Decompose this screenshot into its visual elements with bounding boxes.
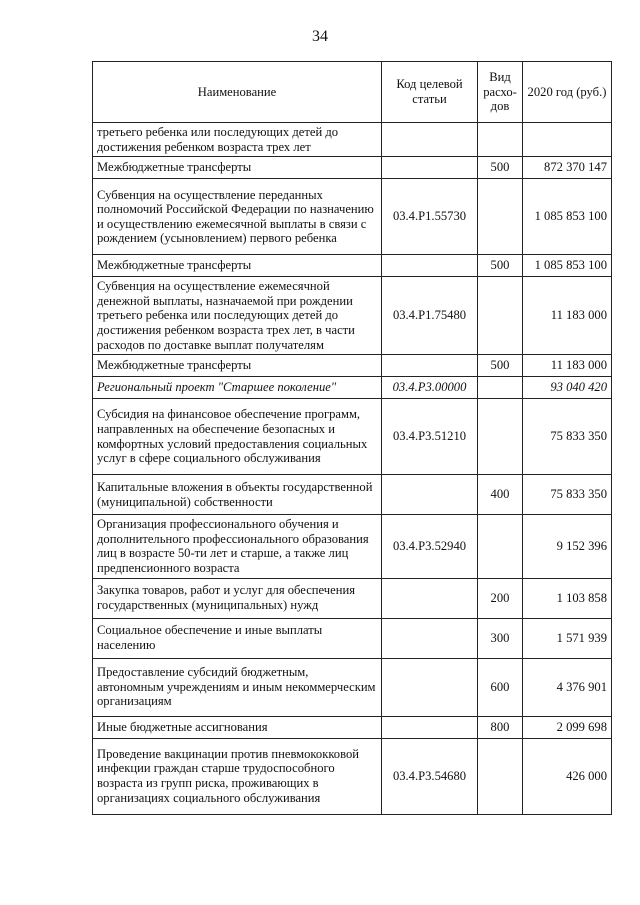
row-amount-cell: 1 571 939 [523,618,612,658]
row-amount-cell: 4 376 901 [523,658,612,716]
row-name-cell: Закупка товаров, работ и услуг для обеспечения государственных (муниципальных) нужд [93,578,382,618]
table-body [93,123,612,815]
table-row [93,399,612,475]
header-code: Код целевой статьи [382,62,478,123]
row-name-cell: Межбюджетные трансферты [93,255,382,277]
row-code-cell: 03.4.Р1.75480 [382,277,478,355]
row-amount-cell: 1 085 853 100 [523,179,612,255]
table-row [93,738,612,814]
row-amount-cell: 11 183 000 [523,277,612,355]
row-amount-cell: 1 103 858 [523,578,612,618]
row-name-cell: Предоставление субсидий бюджетным, автономным учреждениям и иным некоммерческим организациям [93,658,382,716]
table-row [93,255,612,277]
row-code-cell: 03.4.Р1.55730 [382,179,478,255]
row-code-cell [382,475,478,515]
row-code-cell [382,157,478,179]
row-code-cell [382,123,478,157]
row-amount-cell: 75 833 350 [523,399,612,475]
row-name-cell: Межбюджетные трансферты [93,157,382,179]
table-row [93,123,612,157]
row-amount-cell: 93 040 420 [523,377,612,399]
row-name-cell: Иные бюджетные ассигнования [93,716,382,738]
row-type-cell: 600 [478,658,523,716]
row-name-cell: Межбюджетные трансферты [93,355,382,377]
budget-table [92,61,612,815]
row-code-cell [382,618,478,658]
row-code-cell [382,255,478,277]
row-type-cell [478,515,523,578]
row-type-cell [478,123,523,157]
row-type-cell: 500 [478,355,523,377]
table-row [93,277,612,355]
table-row [93,578,612,618]
row-name-cell: Организация профессионального обучения и дополнительного профессионального образования лиц в возрасте 50-ти лет и старше, а также лиц предпенсионного возраста [93,515,382,578]
table-row [93,157,612,179]
row-name-cell: Субвенция на осуществление переданных полномочий Российской Федерации по назначению и осуществлению ежемесячной выплаты в связи с рождением (усыновлением) первого ребенка [93,179,382,255]
row-type-cell [478,277,523,355]
row-name-cell: третьего ребенка или последующих детей до достижения ребенком возраста трех лет [93,123,382,157]
row-amount-cell: 1 085 853 100 [523,255,612,277]
header-amount: 2020 год (руб.) [523,62,612,123]
row-type-cell [478,179,523,255]
header-type: Вид расхо-дов [478,62,523,123]
row-name-cell: Проведение вакцинации против пневмококковой инфекции граждан старше трудоспособного возраста из групп риска, проживающих в организациях социального обслуживания [93,738,382,814]
row-type-cell: 400 [478,475,523,515]
row-name-cell: Социальное обеспечение и иные выплаты населению [93,618,382,658]
row-name-cell: Субвенция на осуществление ежемесячной денежной выплаты, назначаемой при рождении третьего ребенка или последующих детей до достижения ребенком возраста трех лет, в части расходов по доставке выплат получателям [93,277,382,355]
table-header-row [93,62,612,123]
row-code-cell: 03.4.Р3.00000 [382,377,478,399]
table-row [93,515,612,578]
row-type-cell [478,377,523,399]
row-amount-cell [523,123,612,157]
row-name-cell: Региональный проект "Старшее поколение" [93,377,382,399]
row-amount-cell: 11 183 000 [523,355,612,377]
row-type-cell: 500 [478,157,523,179]
table-row [93,179,612,255]
row-amount-cell: 872 370 147 [523,157,612,179]
row-code-cell [382,355,478,377]
row-name-cell: Капитальные вложения в объекты государственной (муниципальной) собственности [93,475,382,515]
table-row [93,355,612,377]
page-number: 34 [312,28,328,45]
row-code-cell [382,658,478,716]
row-code-cell: 03.4.Р3.54680 [382,738,478,814]
row-type-cell: 300 [478,618,523,658]
row-type-cell [478,738,523,814]
row-type-cell: 800 [478,716,523,738]
row-amount-cell: 75 833 350 [523,475,612,515]
table-row [93,716,612,738]
table-row [93,658,612,716]
row-code-cell [382,716,478,738]
row-type-cell [478,399,523,475]
table-row [93,377,612,399]
row-type-cell: 200 [478,578,523,618]
row-type-cell: 500 [478,255,523,277]
row-amount-cell: 2 099 698 [523,716,612,738]
row-amount-cell: 9 152 396 [523,515,612,578]
table-row [93,475,612,515]
row-amount-cell: 426 000 [523,738,612,814]
table-row [93,618,612,658]
row-name-cell: Субсидия на финансовое обеспечение программ, направленных на обеспечение безопасных и комфортных условий предоставления социальных услуг в сфере социального обслуживания [93,399,382,475]
row-code-cell: 03.4.Р3.51210 [382,399,478,475]
row-code-cell [382,578,478,618]
row-code-cell: 03.4.Р3.52940 [382,515,478,578]
header-name: Наименование [93,62,382,123]
